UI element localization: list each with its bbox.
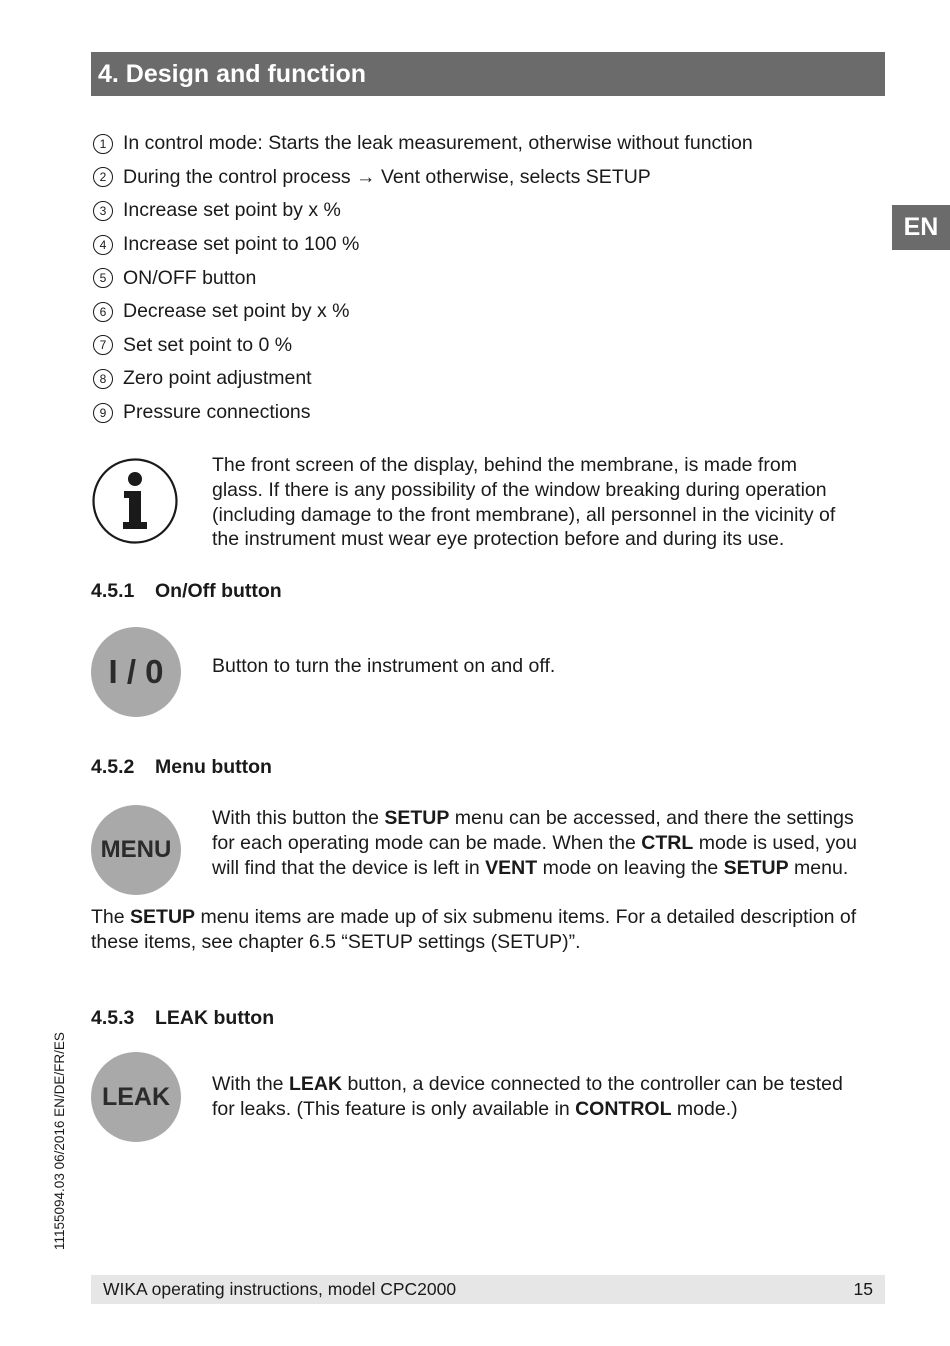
circled-number: 1 xyxy=(93,134,113,154)
list-item xyxy=(91,228,871,262)
circled-number: 5 xyxy=(93,268,113,288)
text-run: will find that the device is left in xyxy=(212,856,486,879)
list-item-text: In control mode: Starts the leak measurement, otherwise without function xyxy=(123,132,753,155)
circled-number: 4 xyxy=(93,235,113,255)
section-heading-menu xyxy=(91,756,272,779)
list-item xyxy=(91,329,871,363)
circled-number: 6 xyxy=(93,302,113,322)
info-note-line: The front screen of the display, behind the membrane, is made from xyxy=(212,454,797,476)
section-number: 4.5.1 xyxy=(91,580,135,602)
setup-paragraph xyxy=(91,905,881,955)
section-title: On/Off button xyxy=(155,580,282,602)
list-item-text: Zero point adjustment xyxy=(123,367,312,390)
list-item xyxy=(91,295,871,329)
section-number: 4.5.2 xyxy=(91,756,135,778)
paragraph-line xyxy=(212,856,882,881)
paragraph-line xyxy=(212,1097,882,1122)
info-note-line: (including damage to the front membrane), all personnel in the vicinity of xyxy=(212,503,836,526)
section-heading-onoff xyxy=(91,580,282,603)
paragraph-line xyxy=(212,806,882,831)
info-icon xyxy=(92,458,178,544)
leak-button-label: LEAK xyxy=(101,1082,171,1111)
onoff-button-icon xyxy=(91,627,181,717)
leak-description xyxy=(212,1072,882,1122)
bold-term: SETUP xyxy=(130,906,196,928)
bold-term: SETUP xyxy=(384,807,450,829)
section-heading-leak xyxy=(91,1007,274,1030)
paragraph-line: these items, see chapter 6.5 “SETUP settings (SETUP)”. xyxy=(91,930,581,953)
list-item-text: ON/OFF button xyxy=(123,266,257,289)
circled-number: 3 xyxy=(93,201,113,221)
list-item-text: During the control process → Vent otherwise, selects SETUP xyxy=(123,165,651,188)
bold-term: VENT xyxy=(485,856,538,879)
section-title: Menu button xyxy=(155,756,272,778)
text-run: menu. xyxy=(788,856,849,879)
onoff-button-label: I / 0 xyxy=(108,653,164,690)
circled-number: 8 xyxy=(93,369,113,389)
section-title: LEAK button xyxy=(155,1007,275,1029)
text-run: for each operating mode can be made. When the xyxy=(212,831,642,854)
bold-term: LEAK xyxy=(288,1073,343,1095)
page-footer xyxy=(91,1275,885,1304)
menu-description xyxy=(212,806,882,880)
menu-button-icon xyxy=(91,805,181,895)
bold-term: CTRL xyxy=(641,831,694,854)
paragraph-line xyxy=(212,1072,882,1097)
list-item xyxy=(91,161,871,195)
text-run: With the xyxy=(212,1073,289,1095)
list-item-text: Set set point to 0 % xyxy=(123,333,293,356)
menu-button-label: MENU xyxy=(100,836,172,863)
legend-list xyxy=(91,127,871,429)
bold-term: CONTROL xyxy=(575,1097,672,1120)
info-note-line: the instrument must wear eye protection before and during its use. xyxy=(212,528,785,551)
circled-number: 7 xyxy=(93,335,113,355)
text-run: menu can be accessed, and there the settings xyxy=(449,807,854,829)
text-run: The xyxy=(91,906,131,928)
text-run: menu items are made up of six submenu items. For a detailed description of xyxy=(195,906,857,928)
footer-title: WIKA operating instructions, model CPC2000 xyxy=(103,1279,457,1299)
list-item xyxy=(91,362,871,396)
text-run: mode is used, you xyxy=(693,831,857,854)
list-item xyxy=(91,127,871,161)
chapter-heading: 4. Design and function xyxy=(91,52,885,96)
section-number: 4.5.3 xyxy=(91,1007,135,1029)
text-run: for leaks. (This feature is only available in xyxy=(212,1097,576,1120)
list-item-text: Increase set point by x % xyxy=(123,199,341,222)
onoff-description: Button to turn the instrument on and off. xyxy=(212,655,556,677)
paragraph-line xyxy=(212,831,882,856)
document-code: 11155094.03 06/2016 EN/DE/FR/ES xyxy=(52,1032,67,1250)
text-run: button, a device connected to the controller can be tested xyxy=(342,1073,843,1095)
circled-number: 2 xyxy=(93,167,113,187)
language-tab: EN xyxy=(892,205,950,250)
list-item xyxy=(91,194,871,228)
list-item-text: Decrease set point by x % xyxy=(123,300,350,323)
text-run: With this button the xyxy=(212,807,385,829)
text-run: mode on leaving the xyxy=(537,856,724,879)
text-run: mode.) xyxy=(671,1097,738,1120)
circled-number: 9 xyxy=(93,403,113,423)
page-number: 15 xyxy=(853,1279,873,1299)
list-item xyxy=(91,396,871,430)
bold-term: SETUP xyxy=(723,856,789,879)
list-item-text: Increase set point to 100 % xyxy=(123,233,360,256)
info-note-line: glass. If there is any possibility of the window breaking during operation xyxy=(212,478,827,501)
info-note xyxy=(212,453,872,552)
paragraph-line xyxy=(91,905,881,930)
list-item-text: Pressure connections xyxy=(123,401,311,424)
leak-button-icon xyxy=(91,1052,181,1142)
list-item xyxy=(91,261,871,295)
